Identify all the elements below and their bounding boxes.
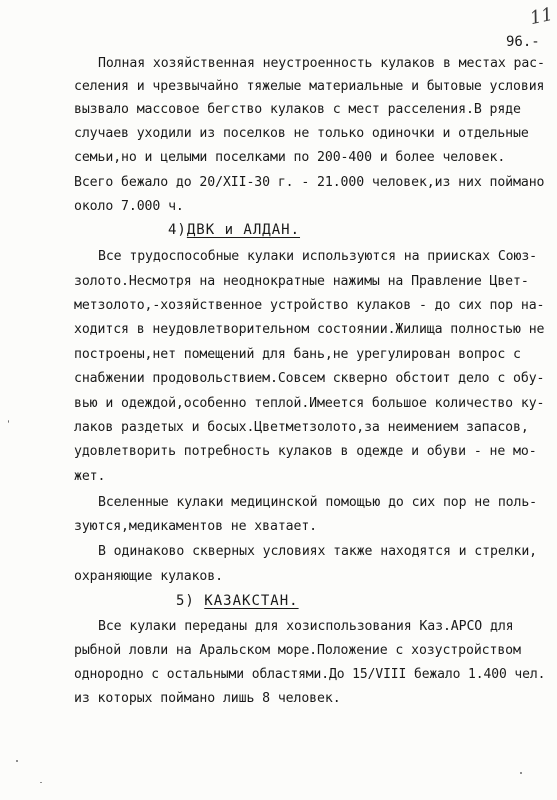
- paragraph-1-line-4: случаев уходили из поселков не только одиночки и отдельные: [74, 126, 529, 141]
- paragraph-2-line-9: удовлетворить потребность кулаков в одежде и обуви - не мо-: [74, 444, 537, 459]
- section-4-number: 4): [168, 222, 187, 238]
- paragraph-5-line-3: однородно с остальными областями.До 15/VIII бежало 1.400 чел.: [74, 667, 546, 682]
- paragraph-2-line-1: Все трудоспособные кулаки используются на приисках Союз-: [98, 249, 538, 264]
- paragraph-1-line-6: Всего бежало до 20/XII-30 г. - 21.000 человек,из них поймано: [74, 175, 545, 190]
- scan-speck: [8, 420, 9, 423]
- scan-speck: [40, 782, 42, 783]
- paragraph-2-line-10: жет.: [74, 469, 106, 484]
- paragraph-1-line-2: селения и чрезвычайно тяжелые материальные и бытовые условия: [74, 79, 545, 94]
- paragraph-1-line-3: вызвало массовое бегство кулаков с мест расселения.В ряде: [74, 102, 521, 117]
- section-4-title: ДВК и АЛДАН.: [186, 222, 301, 238]
- paragraph-5-line-1: Все кулаки переданы для хозиспользования Каз.АРСО для: [98, 619, 514, 634]
- paragraph-5-line-4: из которых поймано лишь 8 человек.: [74, 691, 341, 706]
- paragraph-2-line-8: лаков раздетых и босых.Цветметзолото,за неимением запасов,: [74, 420, 529, 435]
- paragraph-2-line-3: метзолото,-хозяйственное устройство кулаков - до сих пор на-: [74, 298, 545, 313]
- section-5-heading: [176, 593, 299, 609]
- paragraph-4-line-2: охраняющие кулаков.: [74, 569, 223, 584]
- paragraph-1-line-5: семьи,но и целыми поселками по 200-400 и более человек.: [74, 150, 506, 165]
- section-5-title: КАЗАКСТАН.: [204, 593, 299, 609]
- section-4-heading: [168, 222, 300, 238]
- paragraph-3-line-1: Вселенные кулаки медицинской помощью до сих пор не поль-: [98, 495, 538, 510]
- page-number: 96.-: [506, 34, 540, 50]
- paragraph-2-line-6: снабжении продовольствием.Совсем скверно обстоит дело с обу-: [74, 371, 545, 386]
- paragraph-1-line-7: около 7.000 ч.: [74, 199, 184, 214]
- scan-speck: [520, 772, 522, 774]
- paragraph-2-line-4: ходится в неудовлетворительном состоянии.Жилища полностью не: [74, 322, 545, 337]
- paragraph-2-line-5: построены,нет помещений для бань,не урегулирован вопрос с: [74, 347, 521, 362]
- paragraph-2-line-2: золото.Несмотря на неоднократные нажимы на Правление Цвет-: [74, 274, 529, 289]
- paragraph-1-line-1: Полная хозяйственная неустроенность кулаков в местах рас-: [98, 56, 545, 71]
- paragraph-2-line-7: вью и одеждой,особенно теплой.Имеется большое количество ку-: [74, 396, 545, 411]
- paragraph-3-line-2: зуются,медикаментов не хватает.: [74, 519, 318, 534]
- paragraph-4-line-1: В одинаково скверных условиях также находятся и стрелки,: [98, 544, 538, 559]
- paragraph-5-line-2: рыбной ловли на Аральском море.Положение с хозустройством: [74, 643, 521, 658]
- section-5-number: 5): [176, 593, 195, 609]
- scan-speck: [16, 760, 18, 762]
- handwritten-archive-number: 11: [528, 3, 555, 30]
